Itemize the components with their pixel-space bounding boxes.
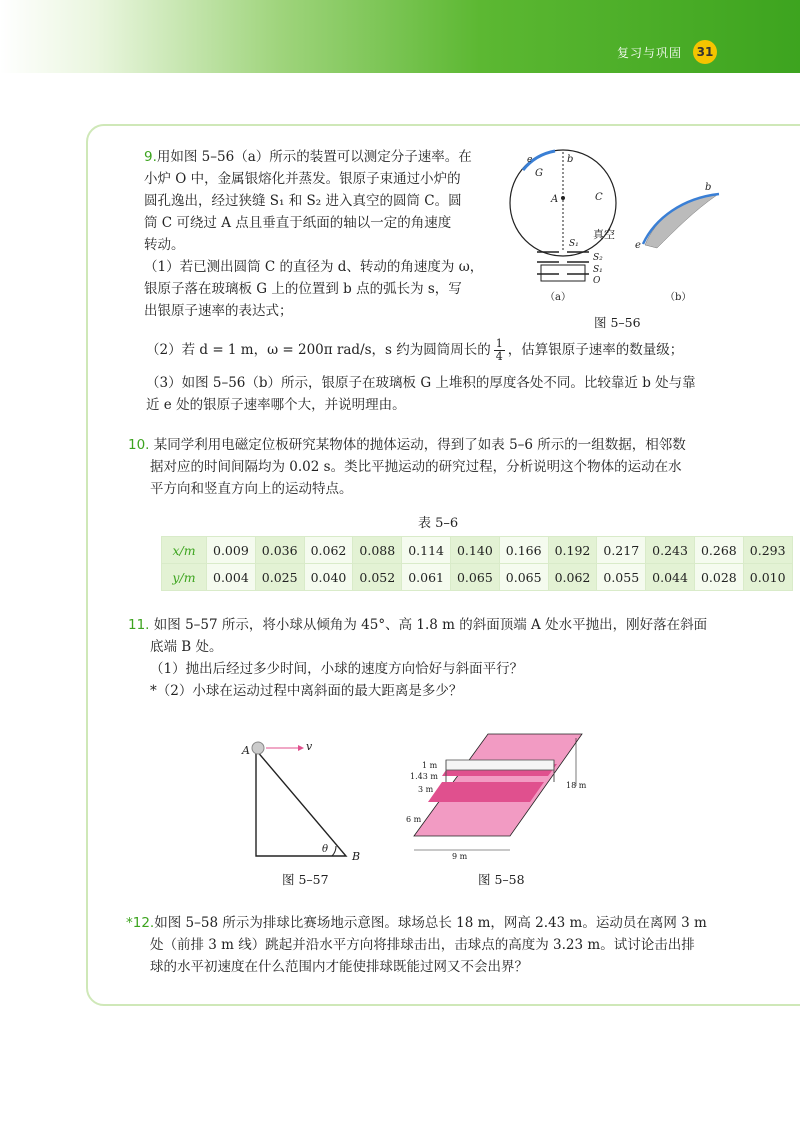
q10-line: 某同学利用电磁定位板研究某物体的抛体运动，得到了如表 5–6 所示的一组数据，相邻数 <box>153 437 686 453</box>
fraction <box>494 338 505 363</box>
table-cell: 0.088 <box>353 537 402 564</box>
label-18m: 18 m <box>566 781 587 790</box>
label-c: C <box>595 192 603 203</box>
deposit-shape <box>645 195 717 248</box>
q11-line: 底端 B 处。 <box>150 639 223 655</box>
question-9 <box>144 146 504 322</box>
table-cell: 0.062 <box>304 537 353 564</box>
question-12 <box>126 912 738 978</box>
table-cell: 0.010 <box>743 564 792 591</box>
header-bar <box>0 0 800 73</box>
question-number: *12. <box>126 915 155 931</box>
table-cell: 0.243 <box>646 537 695 564</box>
label-1m: 1 m <box>422 761 438 770</box>
table-cell: 0.140 <box>450 537 499 564</box>
oven <box>541 265 585 281</box>
table-row-x <box>162 537 793 564</box>
table-cell: 0.065 <box>499 564 548 591</box>
label-1-43m: 1.43 m <box>410 772 438 781</box>
table-cell: 0.293 <box>743 537 792 564</box>
figure-5-57-caption: 图 5–57 <box>282 872 329 887</box>
angle-arc <box>332 846 336 856</box>
question-number: 9. <box>144 149 157 165</box>
ball <box>252 742 264 754</box>
section-title: 复习与巩固 <box>616 46 682 60</box>
label-theta: θ <box>322 844 329 855</box>
table-cell: 0.044 <box>646 564 695 591</box>
question-number: 11. <box>128 617 150 633</box>
label-a: A <box>242 744 250 757</box>
incline-triangle <box>256 750 346 856</box>
figure-5-56-caption: 图 5–56 <box>594 315 641 330</box>
question-11 <box>128 614 738 702</box>
label-b-b: b <box>705 182 712 193</box>
label-6m: 6 m <box>406 815 422 824</box>
label-v: v <box>306 740 313 753</box>
label-9m: 9 m <box>452 852 468 861</box>
table-cell: 0.052 <box>353 564 402 591</box>
q9-line: 圆孔逸出，经过狭缝 S₁ 和 S₂ 进入真空的圆筒 C。圆 <box>144 193 462 209</box>
label-s3-approx: S₁ <box>569 239 579 249</box>
q9-part2-text: （2）若 d = 1 m，ω = 200π rad/s，s 约为圆筒周长的 <box>146 342 491 358</box>
q9-part3-line: （3）如图 5–56（b）所示，银原子在玻璃板 G 上堆积的厚度各处不同。比较靠近 b 处与靠 <box>146 375 696 391</box>
fraction-numerator: 1 <box>495 337 503 350</box>
velocity-arrowhead <box>298 745 304 751</box>
label-s1: S₁ <box>593 265 603 275</box>
q9-part1: 银原子落在玻璃板 G 上的位置到 b 点的弧长为 s，写 <box>144 281 462 297</box>
q9-line: 小炉 O 中，金属银熔化并蒸发。银原子束通过小炉的 <box>144 171 461 187</box>
label-a: A <box>551 194 559 205</box>
page-number-badge: 31 <box>693 40 717 64</box>
label-vacuum: 真空 <box>593 228 615 241</box>
q11-part2: *（2）小球在运动过程中离斜面的最大距离是多少？ <box>150 683 463 699</box>
label-3m: 3 m <box>418 785 434 794</box>
q9-part1: 出银原子速率的表达式； <box>144 303 293 319</box>
q11-line: 如图 5–57 所示，将小球从倾角为 45°、高 1.8 m 的斜面顶端 A 处水平抛出，刚好落在斜面 <box>153 617 708 633</box>
table-cell: 0.268 <box>694 537 743 564</box>
label-e-b: e <box>635 240 641 251</box>
table-row-y <box>162 564 793 591</box>
table-cell: 0.055 <box>597 564 646 591</box>
q12-line: 处（前排 3 m 线）跳起并沿水平方向将排球击出，击球点的高度为 3.23 m。试讨论击出排 <box>150 937 695 953</box>
table-cell: 0.065 <box>450 564 499 591</box>
table-cell: 0.028 <box>694 564 743 591</box>
q9-part3-line: 近 e 处的银原子速率哪个大，并说明理由。 <box>146 397 406 413</box>
table-cell: 0.166 <box>499 537 548 564</box>
net <box>446 760 554 770</box>
q9-line: 转动。 <box>144 237 185 253</box>
table-cell: 0.004 <box>207 564 256 591</box>
subfigure-label-b: （b） <box>665 292 692 303</box>
figure-5-58 <box>400 726 600 862</box>
subfigure-label-a: （a） <box>545 292 571 303</box>
q9-part2-text: ，估算银原子速率的数量级； <box>507 342 684 358</box>
figure-5-58-caption: 图 5–58 <box>478 872 525 887</box>
row-header: x/m <box>162 537 207 564</box>
label-b: B <box>352 850 361 863</box>
row-header: y/m <box>162 564 207 591</box>
table-cell: 0.114 <box>402 537 451 564</box>
question-10 <box>128 434 738 500</box>
label-g: G <box>535 168 543 179</box>
table-cell: 0.061 <box>402 564 451 591</box>
q9-line: 筒 C 可绕过 A 点且垂直于纸面的轴以一定的角速度 <box>144 215 452 231</box>
label-o: O <box>593 276 601 286</box>
figure-5-56 <box>505 140 730 320</box>
q10-line: 据对应的时间间隔均为 0.02 s。类比平抛运动的研究过程，分析说明这个物体的运动在水 <box>150 459 682 475</box>
table-cell: 0.009 <box>207 537 256 564</box>
question-number: 10. <box>128 437 150 453</box>
attack-zone <box>428 782 544 802</box>
label-e: e <box>527 155 533 165</box>
table-cell: 0.040 <box>304 564 353 591</box>
table-cell: 0.192 <box>548 537 597 564</box>
axis-point <box>561 196 565 200</box>
table-cell: 0.062 <box>548 564 597 591</box>
fraction-denominator: 4 <box>495 350 503 363</box>
q12-line: 如图 5–58 所示为排球比赛场地示意图。球场总长 18 m，网高 2.43 m。运动员在离网 3 m <box>154 915 707 931</box>
table-cell: 0.217 <box>597 537 646 564</box>
table-cell: 0.025 <box>255 564 304 591</box>
q11-part1: （1）抛出后经过多少时间，小球的速度方向恰好与斜面平行？ <box>150 661 524 677</box>
q9-part3 <box>146 372 726 416</box>
figure-5-57 <box>236 736 366 866</box>
q9-part1: （1）若已测出圆筒 C 的直径为 d、转动的角速度为 ω， <box>144 259 484 275</box>
q9-line: 用如图 5–56（a）所示的装置可以测定分子速率。在 <box>156 149 472 165</box>
label-s2: S₂ <box>593 253 603 263</box>
label-b: b <box>567 154 574 165</box>
q10-line: 平方向和竖直方向上的运动特点。 <box>150 481 353 497</box>
data-table <box>161 536 793 591</box>
q9-part2 <box>146 338 706 363</box>
q12-line: 球的水平初速度在什么范围内才能使排球既能过网又不会出界？ <box>150 959 528 975</box>
table-cell: 0.036 <box>255 537 304 564</box>
table-title: 表 5–6 <box>418 516 459 531</box>
